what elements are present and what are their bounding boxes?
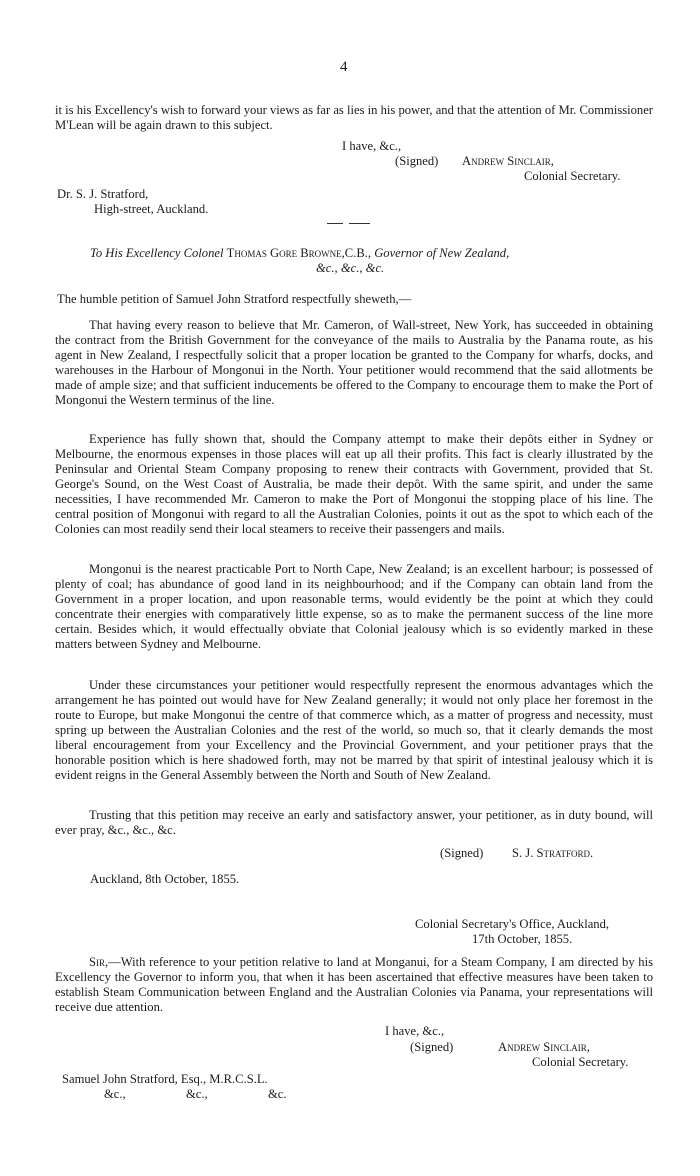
letter2-signer-title: Colonial Secretary. (532, 1055, 629, 1069)
petition-heading-etc: &c., &c., &c. (316, 261, 385, 275)
letter2-closing: I have, &c., (385, 1024, 445, 1038)
petition-heading: To His Excellency Colonel Thomas Gore Browne,C.B., Governor of New Zealand, (90, 246, 510, 260)
petition-place-date: Auckland, 8th October, 1855. (90, 872, 240, 886)
letter2-date: 17th October, 1855. (472, 932, 573, 946)
letter1-addressee-name: Dr. S. J. Stratford, (57, 187, 149, 201)
letter1-closing: I have, &c., (342, 139, 402, 153)
separator-rule-left (327, 223, 343, 224)
petition-paragraph: Mongonui is the nearest practicable Port to North Cape, New Zealand; is an excellent harbour; is possessed of plenty of coal; has abundance of good land in its neighbourhood; and if the Company can obtain land from the Government in a proper location, and upon reasonable terms, would evidently be the point at which they could concentrate their energies with comparatively little expense, so as to make the permanent success of the line more certain. Besides which, it would effectually obviate that Colonial jealousy which is so evidently marked in these matters between Sydney and Melbourne. (55, 562, 653, 651)
letter2-office: Colonial Secretary's Office, Auckland, (415, 917, 610, 931)
letter2-addressee-etc: &c., (186, 1087, 208, 1101)
petition-signed: (Signed) (440, 846, 484, 860)
letter2-addressee-etc: &c. (268, 1087, 287, 1101)
petition-paragraph: Experience has fully shown that, should the Company attempt to make their depôts either in Sydney or Melbourne, the enormous expenses in those places will eat up all their profits. This fact is clearly illustrated by the Peninsular and Oriental Steam Company proposing to renew their contracts with Government, provided that St. George's Sound, on the West Coast of Australia, be made their depôt. With the same spirit, and under the same necessities, I have recommended Mr. Cameron to make the Port of Mongonui the stopping place of his line. The central position of Mongonui with regard to all the Australian Colonies, points it out as the spot to which each of the Colonies can most readily send their local steamers to receive their passengers and mails. (55, 432, 653, 536)
petition-intro: The humble petition of Samuel John Stratford respectfully sheweth,— (57, 292, 412, 306)
petition-paragraph: Trusting that this petition may receive an early and satisfactory answer, your petitioner, as in duty bound, will ever pray, &c., &c., &c. (55, 808, 653, 837)
letter1-signer-title: Colonial Secretary. (524, 169, 621, 183)
petition-paragraph: Under these circumstances your petitioner would respectfully represent the enormous advantages which the arrangement he has pointed out would have for New Zealand generally; it would not only place her foremost in the route to Europe, but make Mongonui the centre of that commerce which, as a matter of progress and necessity, must spring up between the Australian Colonies and the rest of the world, so much so, that it clearly demands the most liberal encouragement from your Excellency and the Provincial Government, and your petitioner prays that the honorable position which is here shadowed forth, may not be marred by that spirit of intestinal jealousy which it is evident reigns in the General Assembly between the North and South of New Zealand. (55, 678, 653, 782)
letter2-signed: (Signed) (410, 1040, 454, 1054)
petition-paragraph: That having every reason to believe that Mr. Cameron, of Wall-street, New York, has succeeded in obtaining the contract from the British Government for the conveyance of the mails to Australia by the Panama route, as his agent in New Zealand, I respectfully solicit that a proper location be granted to the Company for wharfs, docks, and warehouses in the Harbour of Mongonui in the North. Your petitioner would recommend that the said allotments be made of ample size; and that sufficient inducements be offered to the Company to encourage them to make the Port of Mongonui the Western terminus of the line. (55, 318, 653, 407)
letter1-addressee-address: High-street, Auckland. (94, 202, 209, 216)
letter2-addressee-name: Samuel John Stratford, Esq., M.R.C.S.L. (62, 1072, 268, 1086)
letter1-signer-name: Andrew Sinclair, (462, 154, 554, 168)
page-number: 4 (340, 59, 348, 75)
petition-signer: S. J. Stratford. (512, 846, 594, 860)
letter2-salutation: Sir, (89, 955, 109, 969)
letter1-signed: (Signed) (395, 154, 439, 168)
letter2-signer-name: Andrew Sinclair, (498, 1040, 590, 1054)
letter2-addressee-etc: &c., (104, 1087, 126, 1101)
letter2-body: Sir,—With reference to your petition relative to land at Monganui, for a Steam Company, I am directed by his Excellency the Governor to inform you, that when it has been ascertained that effective measures have been taken to establish Steam Communication between England and the Australian Colonies via Panama, your representations will receive due attention. (55, 955, 653, 1014)
separator-rule-right (349, 223, 370, 224)
letter1-body: it is his Excellency's wish to forward your views as far as lies in his power, and that the attention of Mr. Commissioner M'Lean will be again drawn to this subject. (55, 103, 653, 132)
